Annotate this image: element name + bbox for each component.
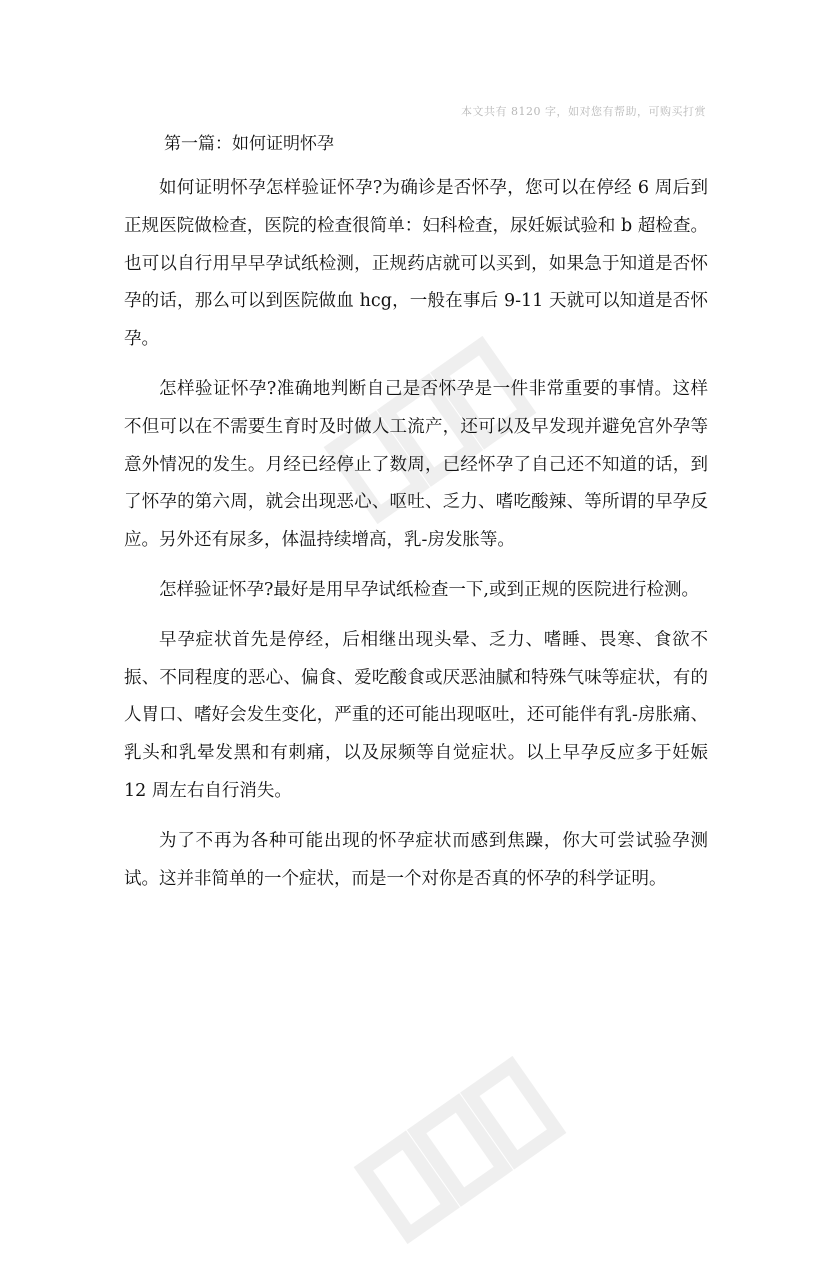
paragraph: 怎样验证怀孕?准确地判断自己是否怀孕是一件非常重要的事情。这样不但可以在不需要生育时及时做人工流产，还可以及早发现并避免宫外孕等意外情况的发生。月经已经停止了数周，已经怀孕了自己还不知道的话，到了怀孕的第六周，就会出现恶心、呕吐、乏力、嗜吃酸辣、等所谓的早孕反应。另外还有尿多，体温持续增高，乳-房发胀等。 bbox=[124, 378, 708, 551]
paragraph: 如何证明怀孕怎样验证怀孕?为确诊是否怀孕，您可以在停经 6 周后到正规医院做检查，医院的检查很简单：妇科检查，尿妊娠试验和 b 超检查。也可以自行用早早孕试纸检测，正规药店就可以买到，如果急于知道是否怀孕的话，那么可以到医院做血 hcg，一般在事后 9-11 天就可以知道是否怀孕。 bbox=[124, 178, 708, 350]
word-count-note: 本文共有 8120 字，如对您有帮助，可购买打赏 bbox=[461, 105, 706, 118]
paragraph: 怎样验证怀孕?最好是用早孕试纸检查一下,或到正规的医院进行检测。 bbox=[159, 579, 699, 600]
document-body bbox=[124, 126, 708, 910]
page-title: 第一篇：如何证明怀孕 bbox=[164, 134, 334, 154]
watermark-icon bbox=[330, 1020, 590, 1280]
paragraph: 早孕症状首先是停经，后相继出现头晕、乏力、嗜睡、畏寒、食欲不振、不同程度的恶心、偏食、爱吃酸食或厌恶油腻和特殊气味等症状，有的人胃口、嗜好会发生变化，严重的还可能出现呕吐，还可能伴有乳-房胀痛、乳头和乳晕发黑和有刺痛，以及尿频等自觉症状。以上早孕反应多于妊娠 12 周左右自行消失。 bbox=[124, 629, 708, 801]
paragraph: 为了不再为各种可能出现的怀孕症状而感到焦躁，你大可尝试验孕测试。这并非简单的一个症状，而是一个对你是否真的怀孕的科学证明。 bbox=[124, 830, 708, 889]
